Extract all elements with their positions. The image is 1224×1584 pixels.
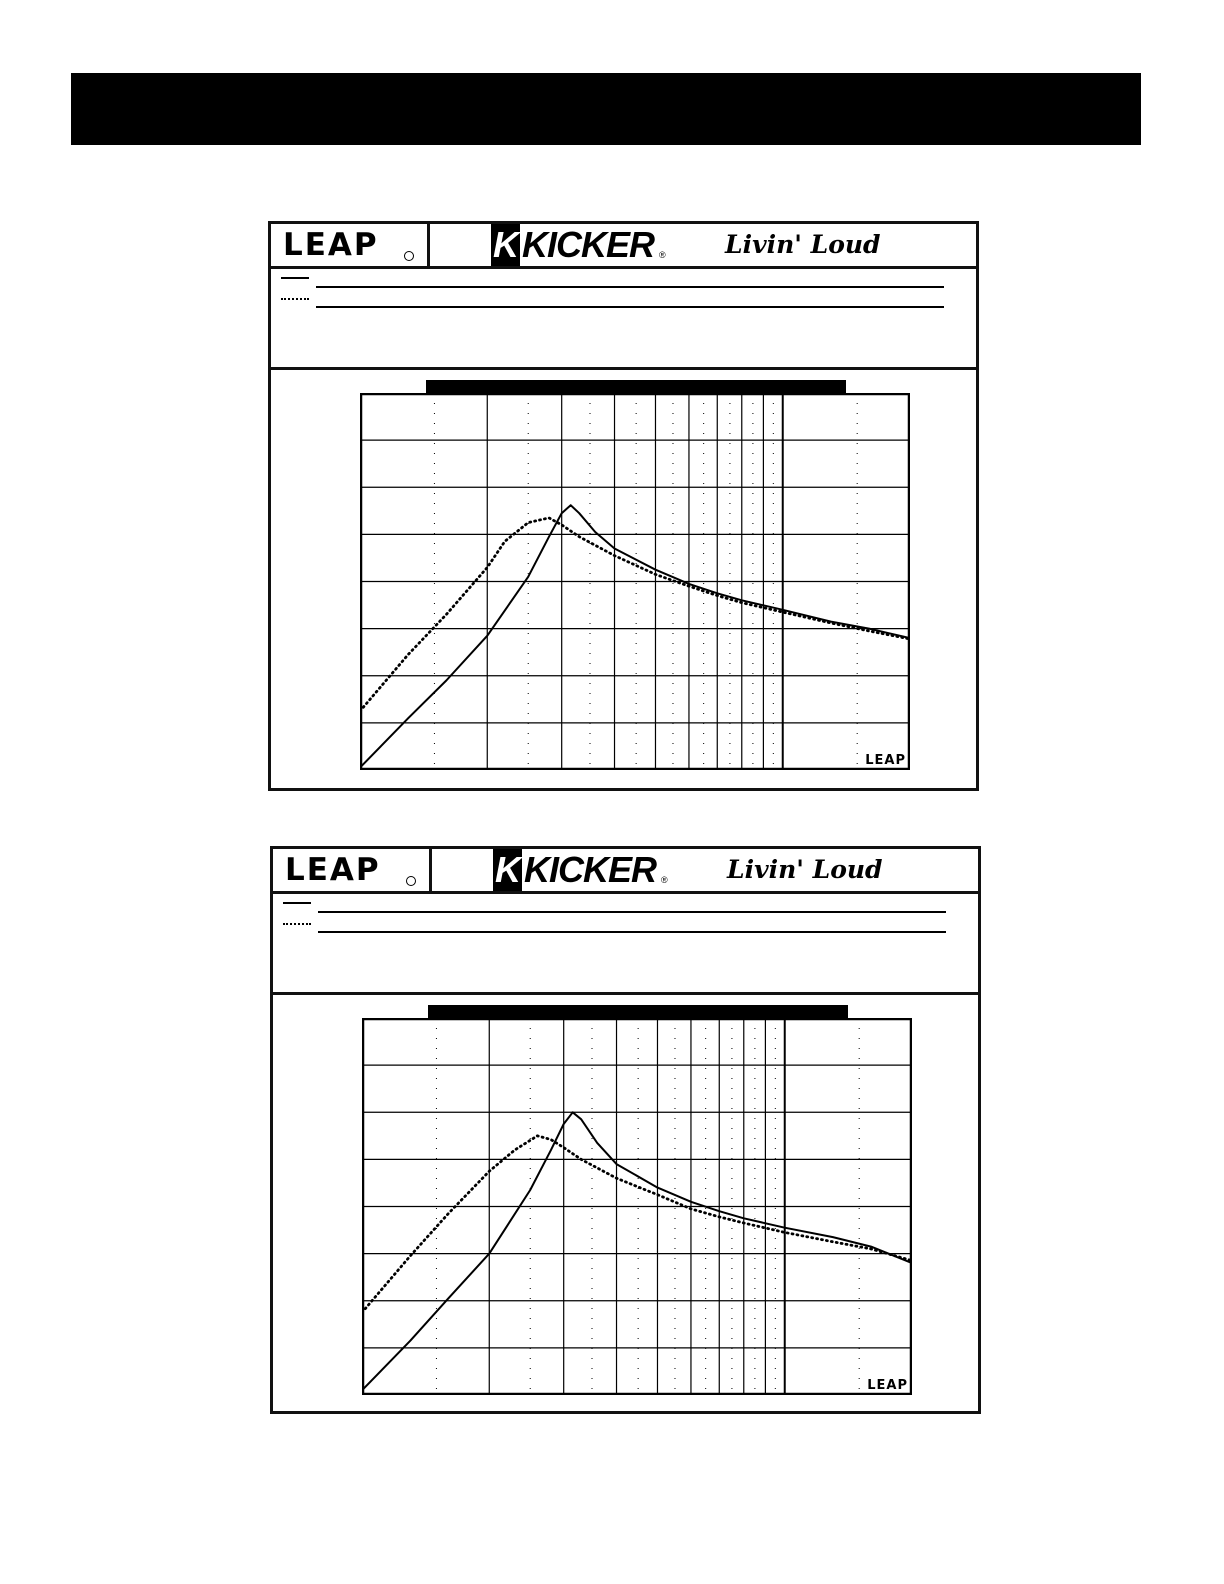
legend-dotted-line-icon	[283, 923, 311, 925]
chart-title-bar	[426, 380, 846, 394]
kicker-logo-text: KICKER	[524, 849, 657, 890]
series-line-solid	[360, 505, 910, 767]
chart-panel-1	[268, 221, 979, 791]
series-line-dotted	[360, 518, 910, 711]
legend-dotted-rule	[318, 931, 946, 933]
series-line-dotted	[362, 1136, 912, 1313]
kicker-logo-text: KICKER	[522, 224, 655, 265]
registered-mark-icon	[404, 251, 414, 261]
kicker-k-icon: K	[495, 849, 520, 890]
chart-panel-2	[270, 846, 981, 1414]
leap-logo-text: LEAP	[283, 227, 379, 263]
chart-title-bar	[428, 1005, 848, 1019]
livin-loud-logo: Livin' Loud	[725, 230, 881, 259]
kicker-registered-mark: ®	[659, 250, 666, 260]
leap-logo	[271, 224, 430, 266]
plot-area	[362, 1018, 912, 1395]
kicker-logo	[491, 224, 654, 266]
leap-watermark: LEAP	[865, 753, 906, 768]
chart-area	[273, 995, 978, 1411]
leap-logo-text: LEAP	[285, 852, 381, 888]
logo-strip	[273, 849, 978, 894]
kicker-registered-mark: ®	[661, 875, 668, 885]
series-line-solid	[362, 1112, 912, 1390]
leap-watermark: LEAP	[867, 1378, 908, 1393]
legend-area	[271, 269, 976, 370]
registered-mark-icon	[406, 876, 416, 886]
plot-area	[360, 393, 910, 770]
legend-solid-rule	[318, 911, 946, 913]
leap-logo	[273, 849, 432, 891]
kicker-k-icon: K	[493, 224, 518, 265]
logo-strip	[271, 224, 976, 269]
chart-area	[271, 370, 976, 788]
chart-svg	[362, 1018, 912, 1395]
kicker-logo	[493, 849, 656, 891]
chart-svg	[360, 393, 910, 770]
legend-dotted-rule	[316, 306, 944, 308]
legend-solid-line-icon	[283, 902, 311, 904]
legend-solid-line-icon	[281, 277, 309, 279]
livin-loud-logo: Livin' Loud	[727, 855, 883, 884]
legend-solid-rule	[316, 286, 944, 288]
legend-area	[273, 894, 978, 995]
legend-dotted-line-icon	[281, 298, 309, 300]
header-bar	[71, 73, 1141, 145]
